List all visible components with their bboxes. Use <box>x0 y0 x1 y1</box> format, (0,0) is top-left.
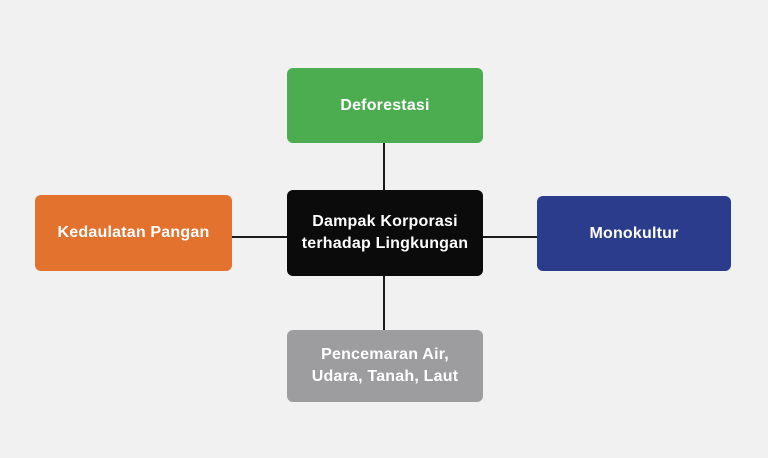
node-pencemaran <box>287 330 483 402</box>
node-monokultur <box>537 196 731 271</box>
connector-center-to-right <box>483 236 537 238</box>
node-dampak-korporasi-label-line1: Dampak Korporasi <box>312 213 458 231</box>
node-deforestasi <box>287 68 483 143</box>
node-kedaulatan-pangan <box>35 195 232 271</box>
node-dampak-korporasi <box>287 190 483 276</box>
connector-top-to-center <box>383 143 385 190</box>
connector-left-to-center <box>232 236 288 238</box>
node-dampak-korporasi-label-line2: terhadap Lingkungan <box>301 235 469 252</box>
node-monokultur-label: Monokultur <box>589 224 679 242</box>
node-pencemaran-label-line2: Udara, Tanah, Laut <box>311 368 459 385</box>
node-pencemaran-label-line1: Pencemaran Air, <box>321 346 449 364</box>
node-kedaulatan-pangan-label: Kedaulatan Pangan <box>57 224 210 242</box>
connector-center-to-bottom <box>383 276 385 330</box>
node-deforestasi-label: Deforestasi <box>340 96 430 114</box>
